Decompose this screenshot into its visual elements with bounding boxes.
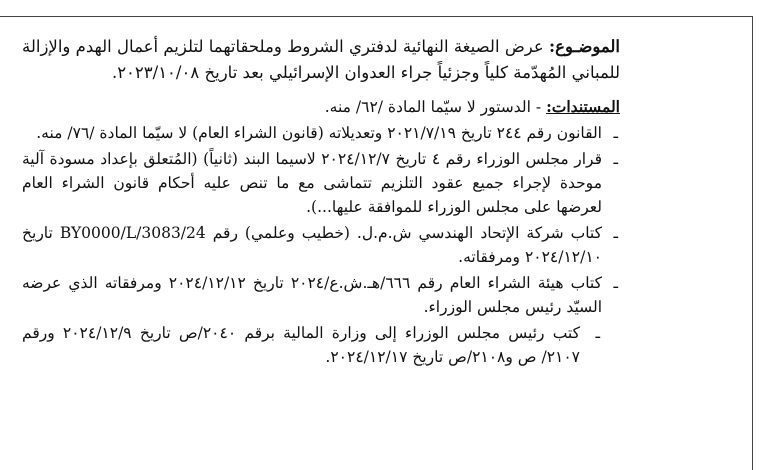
subject-paragraph [22, 34, 620, 86]
list-item [22, 121, 620, 145]
subject-label: الموضـوع: [549, 37, 621, 56]
list-item-text: كتاب هيئة الشراء العام رقم ٦٦٦/هـ.ش.ع/٢٠٢٤ تاريخ ٢٠٢٤/١٢/١٢ ومرفقاته الذي عرضه السيّد رئيس مجلس الوزراء. [22, 274, 602, 316]
list-item-text: كتب رئيس مجلس الوزراء إلى وزارة المالية برقم ٢٠٤٠/ص تاريخ ٢٠٢٤/١٢/٩ ورقم ٢١٠٧/ ص و٢١٠٨/ص تاريخ ٢٠٢٤/١٢/١٧. [22, 324, 580, 366]
bullet-marker: ـ [613, 124, 618, 142]
documents-heading [22, 95, 620, 119]
document-page [22, 34, 620, 371]
bullet-marker: ـ [613, 274, 618, 292]
documents-first-item: - الدستور لا سيّما المادة /٦٢/ منه. [324, 98, 542, 116]
bullet-marker: ـ [613, 224, 618, 242]
list-item [22, 147, 620, 219]
bullet-marker: ـ [613, 150, 618, 168]
list-item-text: القانون رقم ٢٤٤ تاريخ ٢٠٢١/٧/١٩ وتعديلاته (قانون الشراء العام) لا سيّما المادة /٧٦/ منه. [36, 124, 602, 142]
list-item [22, 271, 620, 319]
page-border-top [0, 16, 752, 17]
subject-text: عرض الصيغة النهائية لدفتري الشروط وملحقاتهما لتلزيم أعمال الهدم والإزالة للمباني المُهدّمة كلياً وجزئياً جراء العدوان الإسرائيلي بعد تاريخ ٢٠٢٣/١٠/٠٨. [22, 37, 620, 82]
documents-list [22, 121, 620, 369]
bullet-marker: ـ [595, 324, 600, 342]
list-item [22, 221, 620, 269]
page-border-right [752, 16, 753, 470]
list-item-text: كتاب شركة الإتحاد الهندسي ش.م.ل. (خطيب وعلمي) رقم BY0000/L/3083/24 تاريخ ٢٠٢٤/١٢/١٠ ومرفقاته. [22, 224, 602, 266]
list-item-text: قرار مجلس الوزراء رقم ٤ تاريخ ٢٠٢٤/١٢/٧ لاسيما البند (ثانياً) (المُتعلق بإعداد مسودة آلية موحدة لإجراء جميع عقود التلزيم تتماشى مع ما تنص عليه أحكام قانون الشراء العام لعرضها على مجلس الوزراء للموافقة عليها...). [22, 150, 602, 216]
documents-label: المستندات: [546, 97, 620, 116]
documents-section [22, 95, 620, 369]
list-item [22, 321, 620, 369]
